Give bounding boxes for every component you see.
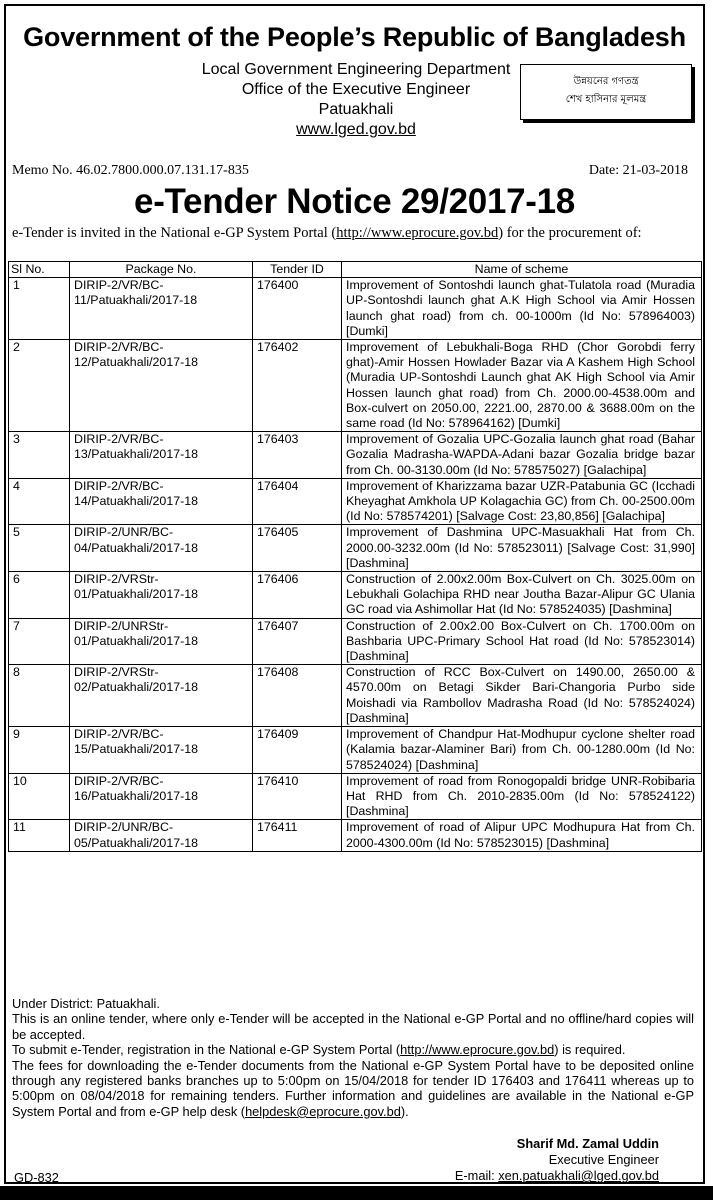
signatory-name: Sharif Md. Zamal Uddin (516, 1136, 659, 1151)
slogan-line-1: উন্নয়নের গণতন্ত্র (573, 76, 639, 87)
website-link[interactable]: www.lged.gov.bd (296, 121, 416, 138)
signature-block (386, 1136, 659, 1184)
office-name: Office of the Executive Engineer (241, 81, 471, 98)
memo-number: Memo No. 46.02.7800.000.07.131.17-835 (12, 163, 249, 178)
fees-text-after: ). (400, 1103, 409, 1119)
department-block (156, 60, 556, 140)
notice-page (4, 4, 705, 1184)
footer-notes (12, 996, 694, 1119)
department-name: Local Government Engineering Department (201, 61, 511, 78)
cell-sl-no: 9 (9, 727, 70, 774)
table-row (9, 432, 702, 479)
cell-tender-id: 176406 (253, 572, 342, 619)
government-title: Government of the People’s Republic of Bangladesh (23, 22, 686, 52)
cell-scheme-name: Improvement of Chandpur Hat-Modhupur cyclone shelter road (Kalamia bazar-Alaminer Bari) from Ch. 00-1280.00m (Id No: 578524024) [Dashmina] (342, 727, 702, 774)
cell-scheme-name: Improvement of road from Ronogopaldi bridge UNR-Robibaria Hat RHD from Ch. 2010-2835.00m (Id No: 578524122) [Dashmina] (342, 773, 702, 820)
district-note: Under District: Patuakhali. (12, 996, 160, 1011)
table-row (9, 820, 702, 851)
signatory-designation: Executive Engineer (548, 1152, 659, 1167)
fees-note (12, 1058, 694, 1120)
cell-package-no: DIRIP-2/VR/BC-16/Patuakhali/2017-18 (70, 773, 253, 820)
cell-package-no: DIRIP-2/VR/BC-11/Patuakhali/2017-18 (70, 278, 253, 340)
table-row (9, 572, 702, 619)
table-row (9, 727, 702, 774)
cell-tender-id: 176405 (253, 525, 342, 572)
gd-code: GD-832 (14, 1170, 59, 1185)
cell-scheme-name: Improvement of Gozalia UPC-Gozalia launch ghat road (Bahar Gozalia Madrasha-WAPDA-Adani bazar Gozalia bridge bazar from Ch. 00-3130.00m (Id No: 578575027) [Galachipa] (342, 432, 702, 479)
registration-text-after: ) is required. (554, 1042, 626, 1058)
cell-scheme-name: Improvement of Dashmina UPC-Masuakhali Hat from Ch. 2000.00-3232.00m (Id No: 578523011) [Salvage Cost: 31,990] [Dashmina] (342, 525, 702, 572)
cell-package-no: DIRIP-2/UNR/BC-05/Patuakhali/2017-18 (70, 820, 253, 851)
header-package-no: Package No. (70, 262, 253, 278)
cell-tender-id: 176411 (253, 820, 342, 851)
office-location: Patuakhali (318, 101, 394, 118)
cell-scheme-name: Improvement of road of Alipur UPC Modhupura Hat from Ch. 2000-4300.00m (Id No: 578523015) [Dashmina] (342, 820, 702, 851)
cell-tender-id: 176409 (253, 727, 342, 774)
cell-tender-id: 176403 (253, 432, 342, 479)
helpdesk-email-link[interactable]: helpdesk@eprocure.gov.bd (245, 1103, 401, 1119)
signatory-email-link[interactable]: xen.patuakhali@lged.gov.bd (498, 1168, 659, 1183)
cell-package-no: DIRIP-2/UNR/BC-04/Patuakhali/2017-18 (70, 525, 253, 572)
cell-scheme-name: Construction of 2.00x2.00 Box-Culvert on Ch. 1700.00m on Bashbaria UPC-Primary School Hat road (Id No: 578523014) [Dashmina] (342, 618, 702, 665)
cell-tender-id: 176410 (253, 773, 342, 820)
cell-sl-no: 5 (9, 525, 70, 572)
slogan-box (520, 64, 692, 120)
cell-sl-no: 2 (9, 340, 70, 432)
registration-note (12, 1042, 694, 1057)
table-row (9, 278, 702, 340)
table-header-row (9, 262, 702, 278)
table-row (9, 618, 702, 665)
cell-package-no: DIRIP-2/VRStr-01/Patuakhali/2017-18 (70, 572, 253, 619)
cell-sl-no: 7 (9, 618, 70, 665)
intro-text-after: ) for the procurement of: (498, 225, 642, 241)
eprocure-link[interactable]: http://www.eprocure.gov.bd (336, 225, 499, 241)
fees-text-before: The fees for downloading the e-Tender documents from the National e-GP System Portal have to be deposited online through any registered banks branches up to 5:00pm on 15/04/2018 for tender ID 176403 and 176411 whereas up to 5:00pm on 08/04/2018 for remaining tenders. Further information and guidelines are available in the National e-GP System Portal and from e-GP help desk ( (12, 1057, 694, 1119)
header-scheme-name: Name of scheme (342, 262, 702, 278)
cell-sl-no: 8 (9, 665, 70, 727)
intro-text-before: e-Tender is invited in the National e-GP System Portal ( (12, 225, 337, 241)
cell-sl-no: 1 (9, 278, 70, 340)
cell-tender-id: 176400 (253, 278, 342, 340)
cell-scheme-name: Improvement of Kharizzama bazar UZR-Patabunia GC (Icchadi Kheyaghat Amkhola UP Kolagachia GC) from Ch. 00-2500.00m (Id No: 578574201) [Salvage Cost: 23,80,856] [Galachipa] (342, 478, 702, 525)
slogan-line-2: শেখ হাসিনার মূলমন্ত্র (565, 94, 647, 105)
table-row (9, 665, 702, 727)
intro-paragraph (12, 226, 688, 241)
cell-sl-no: 10 (9, 773, 70, 820)
cell-package-no: DIRIP-2/VRStr-02/Patuakhali/2017-18 (70, 665, 253, 727)
registration-link[interactable]: http://www.eprocure.gov.bd (400, 1042, 555, 1058)
table-row (9, 525, 702, 572)
tender-table (8, 261, 702, 852)
cell-package-no: DIRIP-2/VR/BC-14/Patuakhali/2017-18 (70, 478, 253, 525)
cell-tender-id: 176402 (253, 340, 342, 432)
cell-sl-no: 4 (9, 478, 70, 525)
table-row (9, 773, 702, 820)
email-label: E-mail: (454, 1168, 499, 1183)
cell-tender-id: 176407 (253, 618, 342, 665)
cell-package-no: DIRIP-2/VR/BC-15/Patuakhali/2017-18 (70, 727, 253, 774)
cell-sl-no: 3 (9, 432, 70, 479)
registration-text-before: To submit e-Tender, registration in the National e-GP System Portal ( (12, 1042, 401, 1058)
cell-tender-id: 176408 (253, 665, 342, 727)
memo-date: Date: 21-03-2018 (588, 163, 688, 178)
notice-title: e-Tender Notice 29/2017-18 (134, 182, 575, 221)
signatory-email-line (386, 1168, 659, 1184)
header-tender-id: Tender ID (253, 262, 342, 278)
cell-sl-no: 11 (9, 820, 70, 851)
bottom-border-bar (0, 1186, 713, 1200)
cell-sl-no: 6 (9, 572, 70, 619)
cell-package-no: DIRIP-2/VR/BC-12/Patuakhali/2017-18 (70, 340, 253, 432)
online-tender-note: This is an online tender, where only e-Tender will be accepted in the National e-GP Portal and no offline/hard copies will be accepted. (12, 1011, 694, 1042)
cell-scheme-name: Construction of 2.00x2.00m Box-Culvert on Ch. 3025.00m on Lebukhali Golachipa RHD near Joutha Bazar-Alipur GC Ulania GC road via Ashimollar Hat (Id No: 578524035) [Dashmina] (342, 572, 702, 619)
cell-scheme-name: Improvement of Lebukhali-Boga RHD (Chor Gorobdi ferry ghat)-Amir Hossen Howlader Bazar via A Kashem High School (Muradia UP-Sontoshdi Launch ghat AK High School via Amir Hossen launch ghat road) from Ch. 2000.00-4538.00m and Box-culvert on 2050.00, 2221.00, 2870.00 & 3688.00m on the same road (Id No: 578964162) [Dumki] (342, 340, 702, 432)
cell-package-no: DIRIP-2/UNRStr-01/Patuakhali/2017-18 (70, 618, 253, 665)
cell-package-no: DIRIP-2/VR/BC-13/Patuakhali/2017-18 (70, 432, 253, 479)
table-row (9, 340, 702, 432)
table-row (9, 478, 702, 525)
cell-tender-id: 176404 (253, 478, 342, 525)
cell-scheme-name: Improvement of Sontoshdi launch ghat-Tulatola road (Muradia UP-Sontoshdi launch ghat A.K High School via Amir Hossen launch ghat road) from ch. 00-1000m (Id No: 578964003) [Dumki] (342, 278, 702, 340)
cell-scheme-name: Construction of RCC Box-Culvert on 1490.00, 2650.00 & 4570.00m on Betagi Sikder Bari-Changoria Purbo side Moishadi via Rambollov Madrasha Road (Id No: 578524024) [Dashmina] (342, 665, 702, 727)
header-sl-no: Sl No. (9, 262, 70, 278)
